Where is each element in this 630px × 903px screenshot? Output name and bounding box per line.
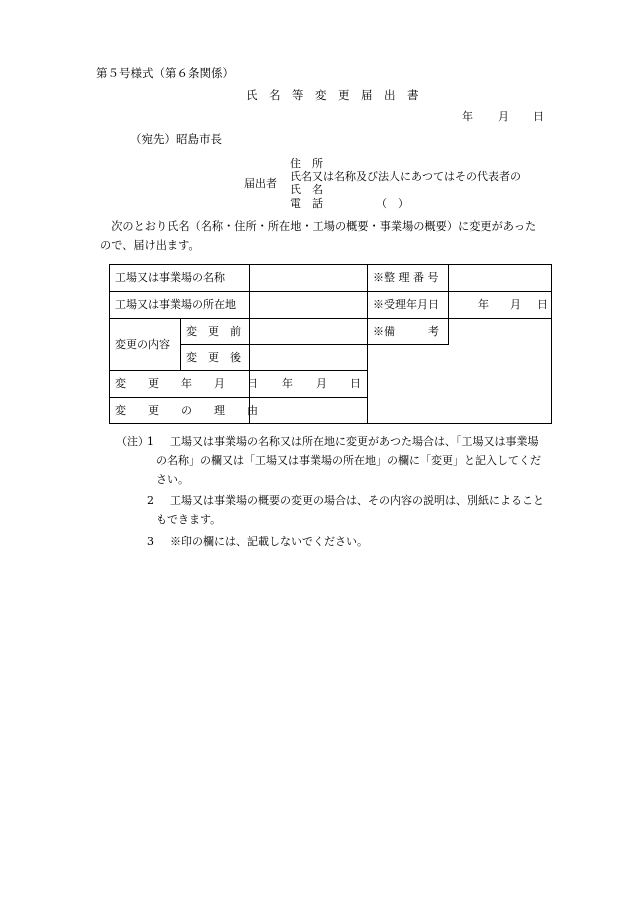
reference-number-label: ※整 理 番 号 bbox=[373, 271, 439, 284]
applicant-label: 届出者 bbox=[244, 177, 277, 190]
change-reason-label: 変 更 の 理 由 bbox=[115, 404, 258, 417]
received-month: 月 bbox=[510, 298, 521, 311]
intro-line-1: 次のとおり氏名（名称・住所・所在地・工場の概要・事業場の概要）に変更があった bbox=[100, 220, 537, 233]
notes-prefix: （注） bbox=[116, 435, 149, 448]
note-3-line-1: ※印の欄には、記載しないでください。 bbox=[170, 535, 368, 548]
note-1-number: 1 bbox=[147, 435, 154, 448]
before-change-label: 変 更 前 bbox=[186, 325, 241, 338]
factory-location-label: 工場又は事業場の所在地 bbox=[115, 298, 236, 311]
address-label: 住 所 bbox=[290, 157, 323, 170]
received-day: 日 bbox=[537, 298, 548, 311]
note-1-line-3: さい。 bbox=[156, 473, 189, 486]
received-date-label: ※受理年月日 bbox=[373, 298, 439, 311]
name-label: 氏 名 bbox=[290, 183, 323, 196]
note-2-line-2: もできます。 bbox=[156, 513, 222, 526]
date-day: 日 bbox=[533, 110, 544, 123]
factory-name-label: 工場又は事業場の名称 bbox=[115, 271, 225, 284]
page-title: 氏 名 等 変 更 届 出 書 bbox=[246, 88, 419, 102]
received-year: 年 bbox=[478, 298, 489, 311]
note-3-number: 3 bbox=[147, 535, 154, 548]
change-date-year: 年 bbox=[282, 377, 293, 390]
note-1-line-2: の名称」の欄又は「工場又は事業場の所在地」の欄に「変更」と記入してくだ bbox=[156, 454, 541, 467]
date-month: 月 bbox=[498, 110, 509, 123]
change-date-day: 日 bbox=[350, 377, 361, 390]
form-label: 第５号様式（第６条関係） bbox=[96, 66, 234, 80]
change-date-month: 月 bbox=[316, 377, 327, 390]
phone-label: 電 話 bbox=[290, 197, 323, 210]
name-note: 氏名又は名称及び法人にあつてはその代表者の bbox=[290, 170, 521, 183]
phone-parens: （ ） bbox=[376, 197, 409, 210]
date-year: 年 bbox=[462, 110, 473, 123]
change-content-label: 変更の内容 bbox=[115, 338, 170, 351]
note-1-line-1: 工場又は事業場の名称又は所在地に変更があつた場合は、「工場又は事業場 bbox=[170, 435, 539, 448]
remarks-label: ※備 考 bbox=[373, 325, 439, 338]
note-2-number: 2 bbox=[147, 494, 154, 507]
addressee: （宛先）昭島市長 bbox=[130, 132, 222, 146]
change-date-label: 変 更 年 月 日 bbox=[115, 377, 258, 390]
intro-line-2: ので、届け出ます。 bbox=[100, 239, 200, 252]
note-2-line-1: 工場又は事業場の概要の変更の場合は、その内容の説明は、別紙によること bbox=[170, 494, 544, 507]
after-change-label: 変 更 後 bbox=[186, 351, 241, 364]
